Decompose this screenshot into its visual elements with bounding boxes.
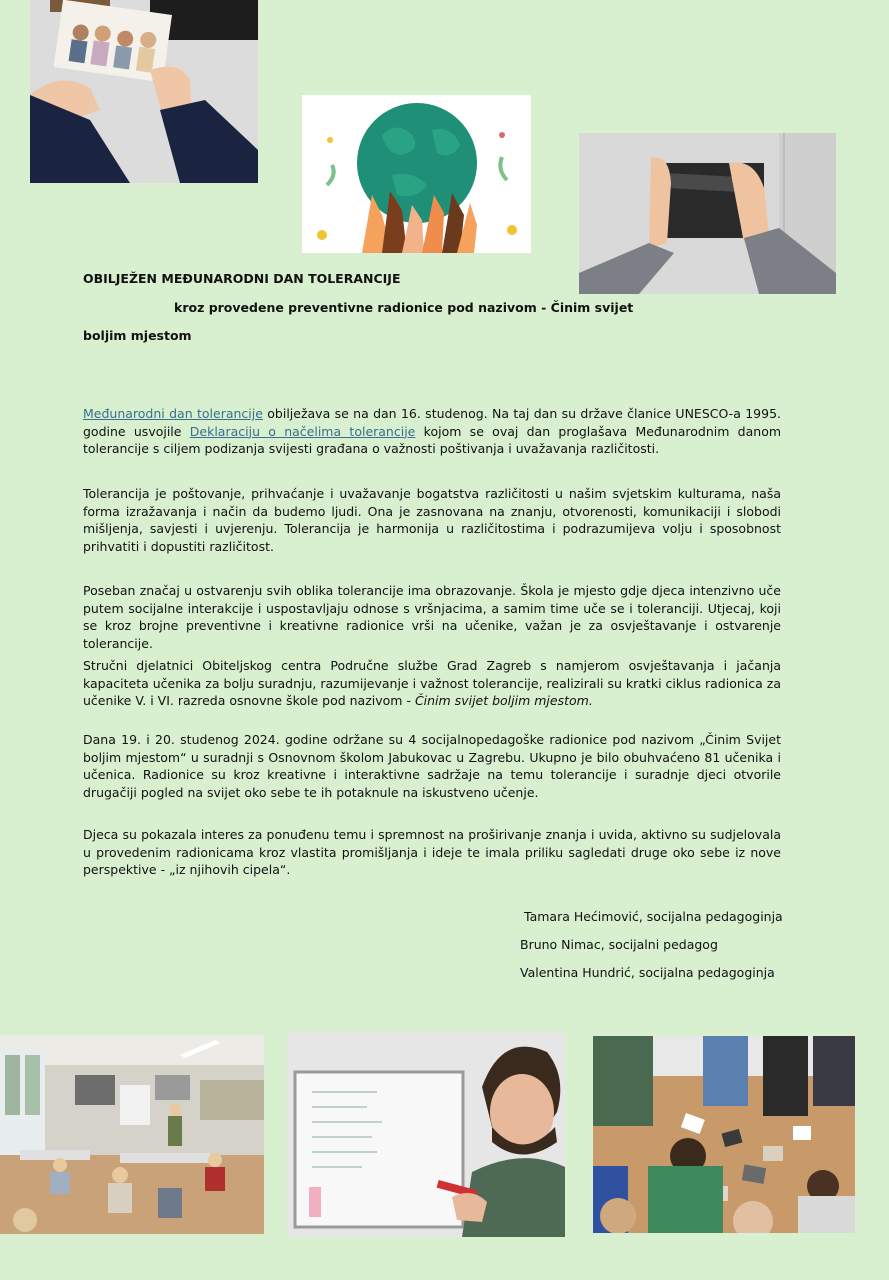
- paragraph-intro: [83, 405, 781, 458]
- paragraph-children-interest: Djeca su pokazala interes za ponuđenu temu i spremnost na proširivanje znanja i uvida, aktivno su sudjelovala u provedenim radionicama kroz vlastita promišljanja i ideje te imala priliku sagledati druge oko sebe iz nove perspektive - „iz njihovih cipela“.: [83, 827, 781, 877]
- paragraph-intro-text-1: obilježava se na dan 16. studenog. Na taj dan su države članice UNESCO-a 1995. godine usvojile: [83, 406, 781, 439]
- paragraph-tolerance-definition: Tolerancija je poštovanje, prihvaćanje i uvažavanje bogatstva različitosti u našim svjetskim kulturama, naša forma izražavanja i način da budemo ljudi. Ona je zasnovana na znanju, otvorenosti, komunikaciji i slobodi mišljenja, savjesti i uvjerenju. Tolerancija je harmonija u različitostima i podrazumijeva volju i sposobnost prihvatiti i dopustiti različitost.: [83, 486, 781, 554]
- photo-facilitator-whiteboard: [287, 1032, 565, 1237]
- paragraph-workshops-intro: [83, 657, 781, 710]
- link-declaration-principles-tolerance[interactable]: Deklaraciju o načelima tolerancije: [189, 423, 416, 439]
- page-subtitle-continued: boljim mjestom: [83, 328, 192, 343]
- photo-children-on-floor: [593, 1036, 855, 1233]
- signature-2: Bruno Nimac, socijalni pedagog: [520, 937, 718, 952]
- page-subtitle: kroz provedene preventivne radionice pod nazivom - Činim svijet: [174, 300, 634, 315]
- photo-hands-holding-picture: [30, 0, 258, 183]
- signature-3: Valentina Hundrić, socijalna pedagoginja: [520, 965, 775, 980]
- photo-hands-on-mirror: [579, 133, 836, 294]
- workshop-name: Činim svijet boljim mjestom.: [414, 693, 593, 708]
- signature-1: Tamara Hećimović, socijalna pedagoginja: [524, 909, 783, 924]
- illustration-globe-hands: [302, 95, 531, 253]
- link-international-tolerance-day[interactable]: Međunarodni dan tolerancije: [83, 406, 263, 421]
- paragraph-education: Poseban značaj u ostvarenju svih oblika tolerancije ima obrazovanje. Škola je mjesto gdje djeca intenzivno uče putem socijalne interakcije i uspostavljaju odnose s vršnjacima, a samim time uče se i toleranciji. Utjecaj, koji se kroz brojne preventivne i kreativne radionice vrši na učenike, važan je za osvještavanje i ostvarenje tolerancije.: [83, 583, 781, 651]
- paragraph-intro-text-2: kojom se ovaj dan proglašava Međunarodnim danom tolerancije s ciljem podizanja svijesti građana o važnosti poštivanja i uvažavanja različitosti.: [83, 423, 782, 456]
- photo-classroom: [0, 1035, 264, 1234]
- page-title: OBILJEŽEN MEĐUNARODNI DAN TOLERANCIJE: [83, 271, 401, 286]
- paragraph-workshops-held: Dana 19. i 20. studenog 2024. godine održane su 4 socijalnopedagoške radionice pod nazivom „Činim Svijet boljim mjestom“ u suradnji s Osnovnom školom Jabukovac u Zagrebu. Ukupno je bilo obuhvaćeno 81 učenika i učenica. Radionice su kroz kreativne i interaktivne sadržaje na temu tolerancije i suradnje djeci otvorile drugačiji pogled na svijet oko sebe te ih potaknule na iskustveno učenje.: [83, 732, 781, 800]
- paragraph-workshops-text: Stručni djelatnici Obiteljskog centra Područne službe Grad Zagreb s namjerom osvještavanja i jačanja kapaciteta učenika za bolju suradnju, razumijevanje i važnost tolerancije, realizirali su kratki ciklus radionica za učenike V. i VI. razreda osnovne škole pod nazivom -: [83, 658, 781, 708]
